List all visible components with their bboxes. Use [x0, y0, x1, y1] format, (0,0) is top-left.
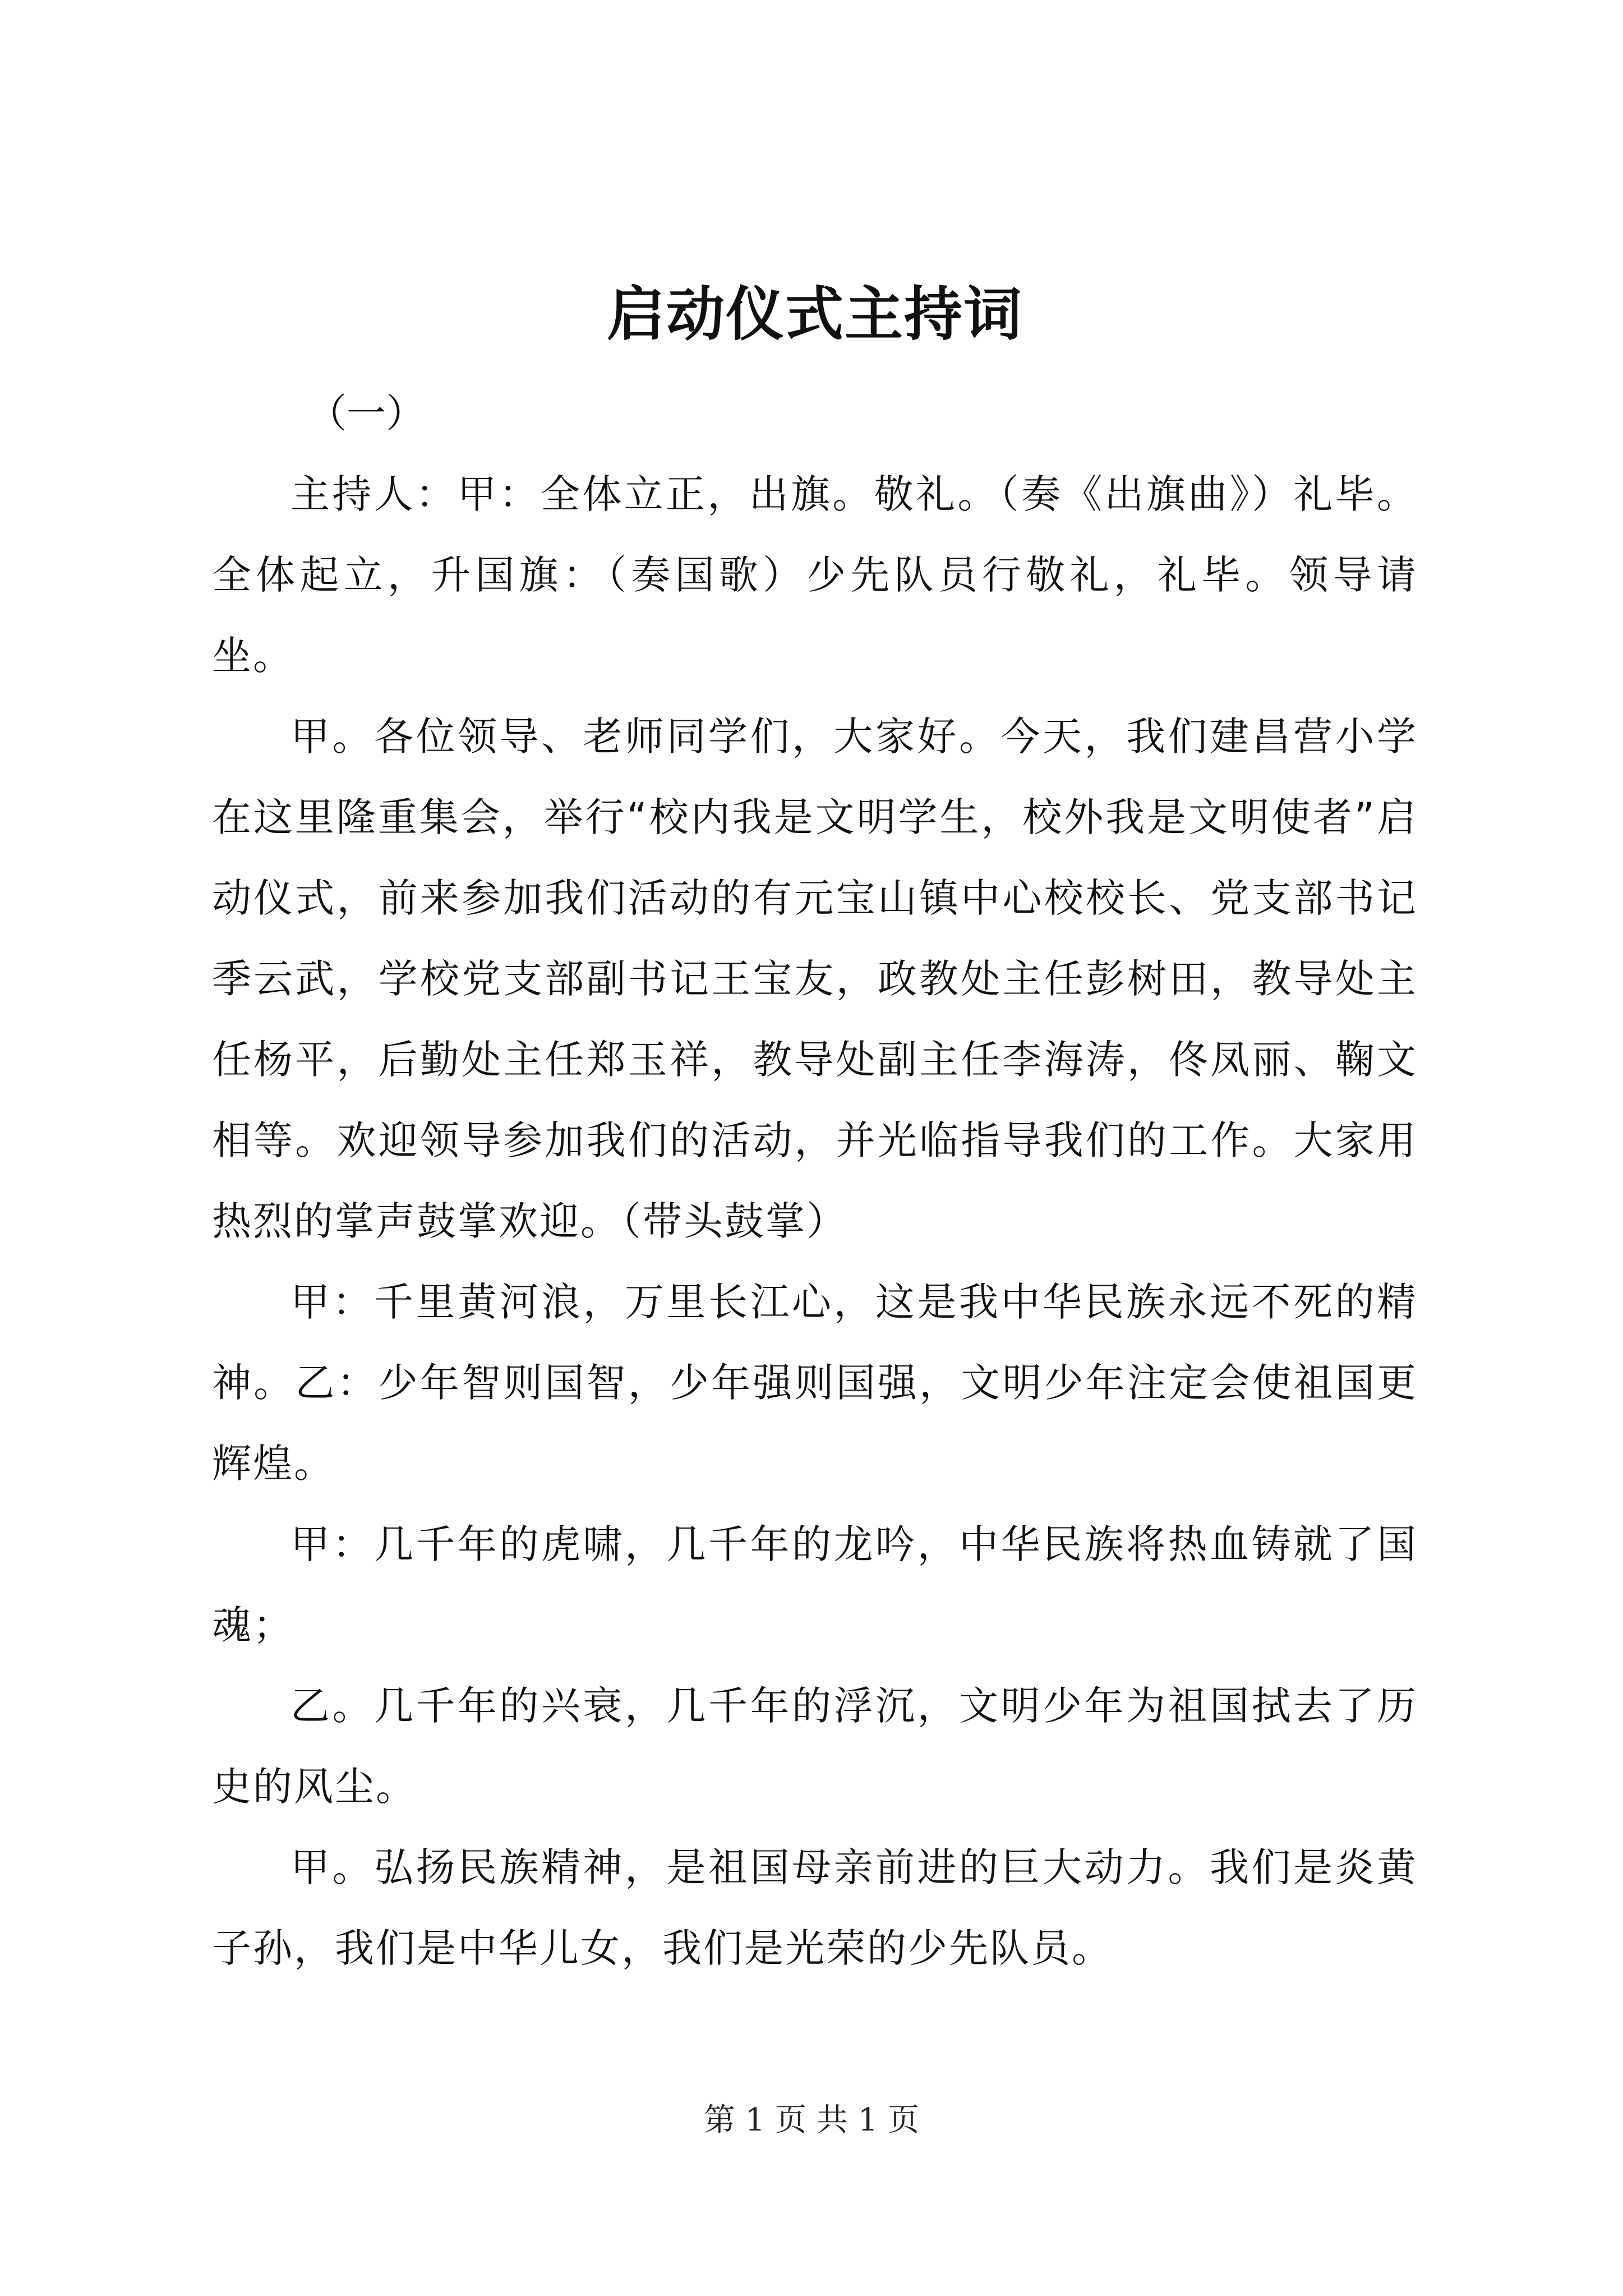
paragraph-5: 乙。几千年的兴衰，几千年的浮沉，文明少年为祖国拭去了历史的风尘。: [212, 1683, 1418, 1810]
paragraph-1: 主持人：甲：全体立正，出旗。敬礼。（奏《出旗曲》）礼毕。全体起立，升国旗：（奏国歌）少先队员行敬礼，礼毕。领导请坐。: [212, 471, 1418, 679]
page-footer: 第 1 页 共 1 页: [703, 2102, 920, 2138]
paragraph-4: 甲：几千年的虎啸，几千年的龙吟，中华民族将热血铸就了国魂；: [212, 1521, 1418, 1648]
document-title: 启动仪式主持词: [606, 279, 1023, 348]
paragraph-2: 甲。各位领导、老师同学们，大家好。今天，我们建昌营小学在这里隆重集会，举行“校内我是文明学生，校外我是文明使者”启动仪式，前来参加我们活动的有元宝山镇中心校校长、党支部书记季云武，学校党支部副书记王宝友，政教处主任彭树田，教导处主任杨平，后勤处主任郑玉祥，教导处副主任李海涛，佟凤丽、鞠文相等。欢迎领导参加我们的活动，并光临指导我们的工作。大家用热烈的掌声鼓掌欢迎。（带头鼓掌）: [212, 714, 1418, 1244]
paragraph-3: 甲：千里黄河浪，万里长江心，这是我中华民族永远不死的精神。乙：少年智则国智，少年强则国强，文明少年注定会使祖国更辉煌。: [212, 1279, 1418, 1487]
paragraph-6: 甲。弘扬民族精神，是祖国母亲前进的巨大动力。我们是炎黄子孙，我们是中华儿女，我们是光荣的少先队员。: [212, 1844, 1418, 1971]
section-label: （一）: [307, 390, 425, 436]
